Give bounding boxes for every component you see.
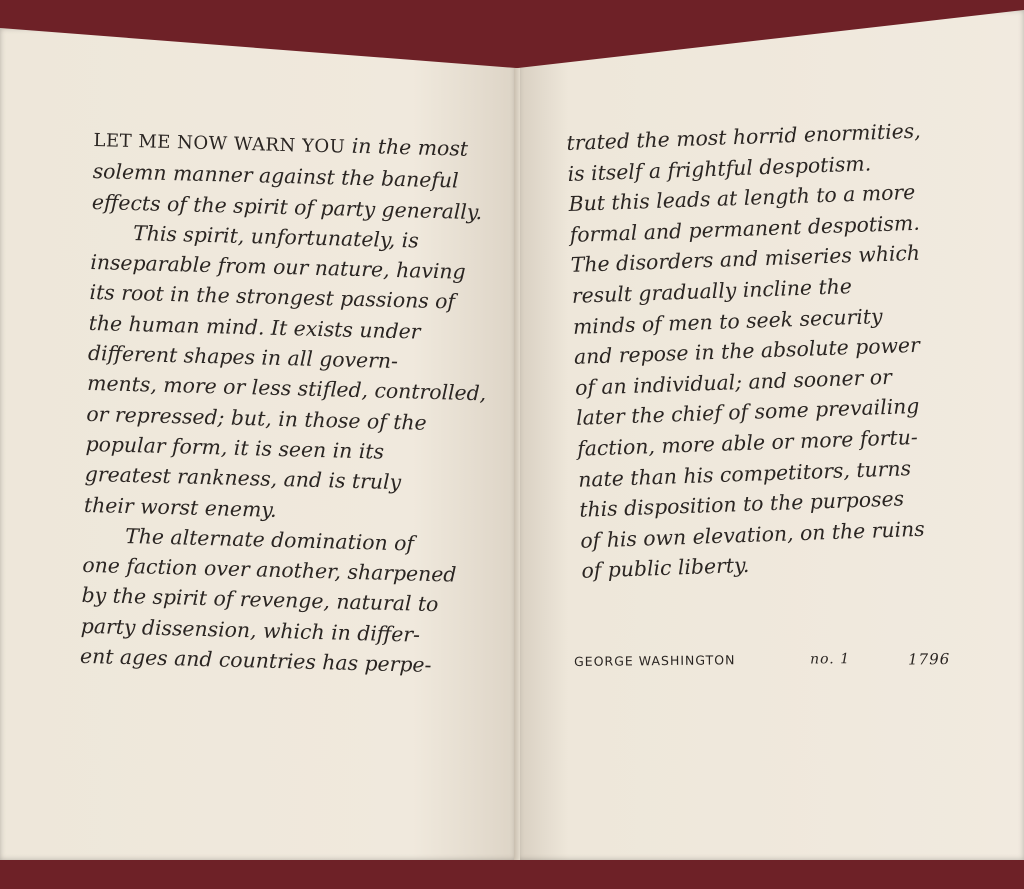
left-line-5: inseparable from our nature, having xyxy=(90,250,466,284)
right-line-11: faction, more able or more fortu- xyxy=(576,424,919,461)
lead-in-caps: LET ME NOW WARN YOU xyxy=(93,129,346,158)
left-line-15: one faction over another, sharpened xyxy=(82,553,457,587)
right-line-1: trated the most horrid enormities, xyxy=(566,118,922,155)
book-gutter xyxy=(514,68,520,860)
right-line-4: formal and permanent despotism. xyxy=(569,210,921,247)
right-line-13: this disposition to the purposes xyxy=(578,486,905,522)
left-line-3: effects of the spirit of party generally. xyxy=(91,189,483,224)
right-line-14: of his own elevation, on the ruins xyxy=(579,516,926,553)
left-line-6: its root in the strongest passions of xyxy=(89,280,456,314)
right-page-text xyxy=(566,116,936,587)
left-line-13: their worst enemy. xyxy=(83,492,277,522)
right-line-9: of an individual; and sooner or xyxy=(574,364,893,400)
left-line-10: or repressed; but, in those of the xyxy=(86,401,428,435)
left-line-18: ent ages and countries has perpe- xyxy=(79,643,432,678)
colophon-year: 1796 xyxy=(907,650,951,669)
left-line-2: solemn manner against the baneful xyxy=(92,159,459,193)
left-line-4: This spirit, unfortunately, is xyxy=(132,220,420,253)
left-line-1: LET ME NOW WARN YOU in the most xyxy=(93,129,469,161)
left-line-12: greatest rankness, and is truly xyxy=(84,462,402,495)
left-line-9: ments, more or less stifled, controlled, xyxy=(86,371,487,406)
colophon-number: no. 1 xyxy=(809,651,851,668)
right-line-6: result gradually incline the xyxy=(571,274,853,308)
left-line-17: party dissension, which in differ- xyxy=(80,613,421,647)
right-line-3: But this leads at length to a more xyxy=(568,180,916,217)
colophon-author: GEORGE WASHINGTON xyxy=(574,652,736,669)
right-line-7: minds of men to seek security xyxy=(572,303,883,339)
left-line-16: by the spirit of revenge, natural to xyxy=(81,583,439,617)
right-line-10: later the chief of some prevailing xyxy=(575,394,920,431)
left-line-8: different shapes in all govern- xyxy=(87,341,399,374)
left-line-11: popular form, it is seen in its xyxy=(85,431,385,464)
right-line-15: of public liberty. xyxy=(581,553,750,584)
left-line-7: the human mind. It exists under xyxy=(88,310,421,344)
left-page-text xyxy=(80,124,493,682)
right-line-5: The disorders and miseries which xyxy=(570,241,921,278)
right-line-12: nate than his competitors, turns xyxy=(577,455,912,492)
left-line-14: The alternate domination of xyxy=(124,523,415,556)
right-line-2: is itself a frightful despotism. xyxy=(567,150,872,186)
right-line-8: and repose in the absolute power xyxy=(573,332,921,370)
